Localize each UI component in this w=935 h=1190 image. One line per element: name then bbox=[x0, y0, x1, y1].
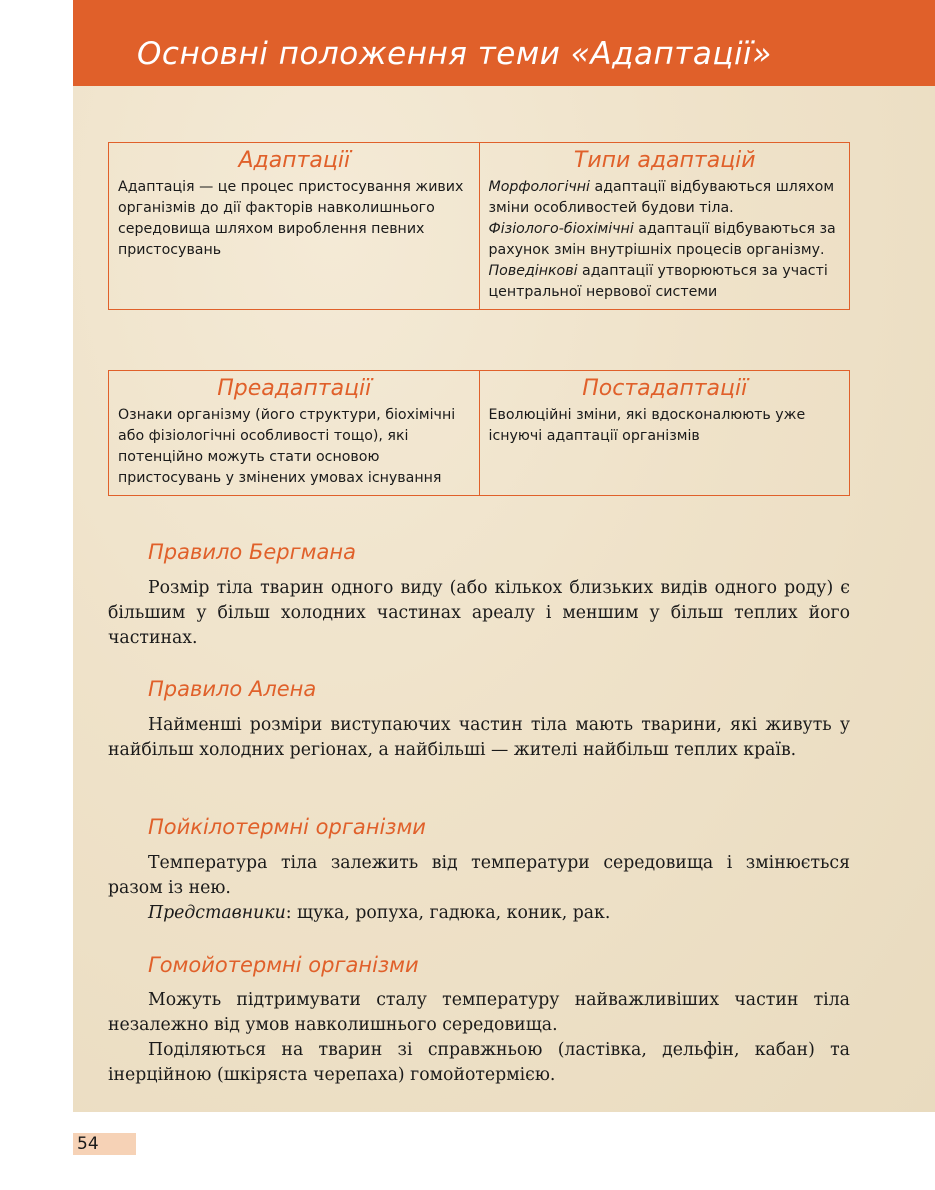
page-number: 54 bbox=[73, 1133, 136, 1155]
behavioral-item bbox=[489, 261, 842, 303]
pre-post-adaptations-table bbox=[108, 370, 850, 496]
allen-rule-title: Правило Алена bbox=[148, 677, 317, 701]
homeothermic-text-2: Поділяються на тварин зі справжньою (ластівка, дельфін, кабан) та інерційною (шкіряста черепаха) гомойотермією. bbox=[108, 1040, 850, 1085]
physiological-text: адаптації відбуваються за рахунок змін внутрішніх процесів організму. bbox=[488, 221, 836, 258]
morphological-item bbox=[489, 177, 842, 219]
allen-rule-text: Найменші розміри виступаючих частин тіла мають тварини, які живуть у найбільш холодних регіонах, а найбільші — жителі найбільш теплих країв. bbox=[108, 715, 850, 760]
header-banner bbox=[73, 0, 935, 86]
adaptation-types-heading: Типи адаптацій bbox=[573, 148, 756, 173]
morphological-text: адаптації відбуваються шляхом зміни особливостей будови тіла. bbox=[488, 179, 835, 216]
preadaptations-heading: Преадаптації bbox=[217, 376, 372, 401]
homeothermic-title: Гомойотермні організми bbox=[148, 953, 419, 977]
representatives-label: Представники bbox=[148, 903, 286, 923]
poikilothermic-representatives bbox=[108, 901, 850, 926]
representatives-list: : щука, ропуха, гадюка, коник, рак. bbox=[285, 903, 611, 923]
postadaptations-heading: Постадаптації bbox=[582, 376, 748, 401]
preadaptations-cell bbox=[109, 371, 480, 496]
adaptation-types-cell bbox=[479, 143, 850, 310]
physiological-item bbox=[489, 219, 842, 261]
adaptations-table bbox=[108, 142, 850, 310]
homeothermic-text-1: Можуть підтримувати сталу температуру найважливіших частин тіла незалежно від умов навколишнього середовища. bbox=[108, 990, 850, 1035]
bergman-rule-text: Розмір тіла тварин одного виду (або кількох близьких видів одного роду) є більшим у більш холодних частинах ареалу і меншим у більш теплих його частинах. bbox=[108, 578, 850, 648]
preadaptations-definition: Ознаки організму (його структури, біохімічні або фізіологічні особливості тощо), які потенційно можуть стати основою пристосувань у змінених умовах існування bbox=[118, 407, 456, 486]
adaptations-heading: Адаптації bbox=[238, 148, 351, 173]
poikilothermic-text: Температура тіла залежить від температури середовища і змінюється разом із нею. bbox=[108, 853, 850, 898]
behavioral-term: Поведінкові bbox=[488, 263, 578, 279]
adaptations-definition: Адаптація — це процес пристосування живих організмів до дії факторів навколишнього середовища шляхом вироблення певних пристосувань bbox=[118, 179, 464, 258]
adaptations-cell bbox=[109, 143, 480, 310]
behavioral-text: адаптації утворюються за участі центральної нервової системи bbox=[488, 263, 828, 300]
physiological-term: Фізіолого-біохімічні bbox=[488, 221, 634, 237]
page-title: Основні положення теми «Адаптації» bbox=[137, 36, 772, 72]
postadaptations-cell bbox=[479, 371, 850, 496]
page-background bbox=[73, 0, 935, 1112]
morphological-term: Морфологічні bbox=[488, 179, 590, 195]
bergman-rule-title: Правило Бергмана bbox=[148, 540, 356, 564]
postadaptations-definition: Еволюційні зміни, які вдосконалюють уже існуючі адаптації організмів bbox=[488, 407, 806, 444]
poikilothermic-title: Пойкілотермні організми bbox=[148, 815, 426, 839]
